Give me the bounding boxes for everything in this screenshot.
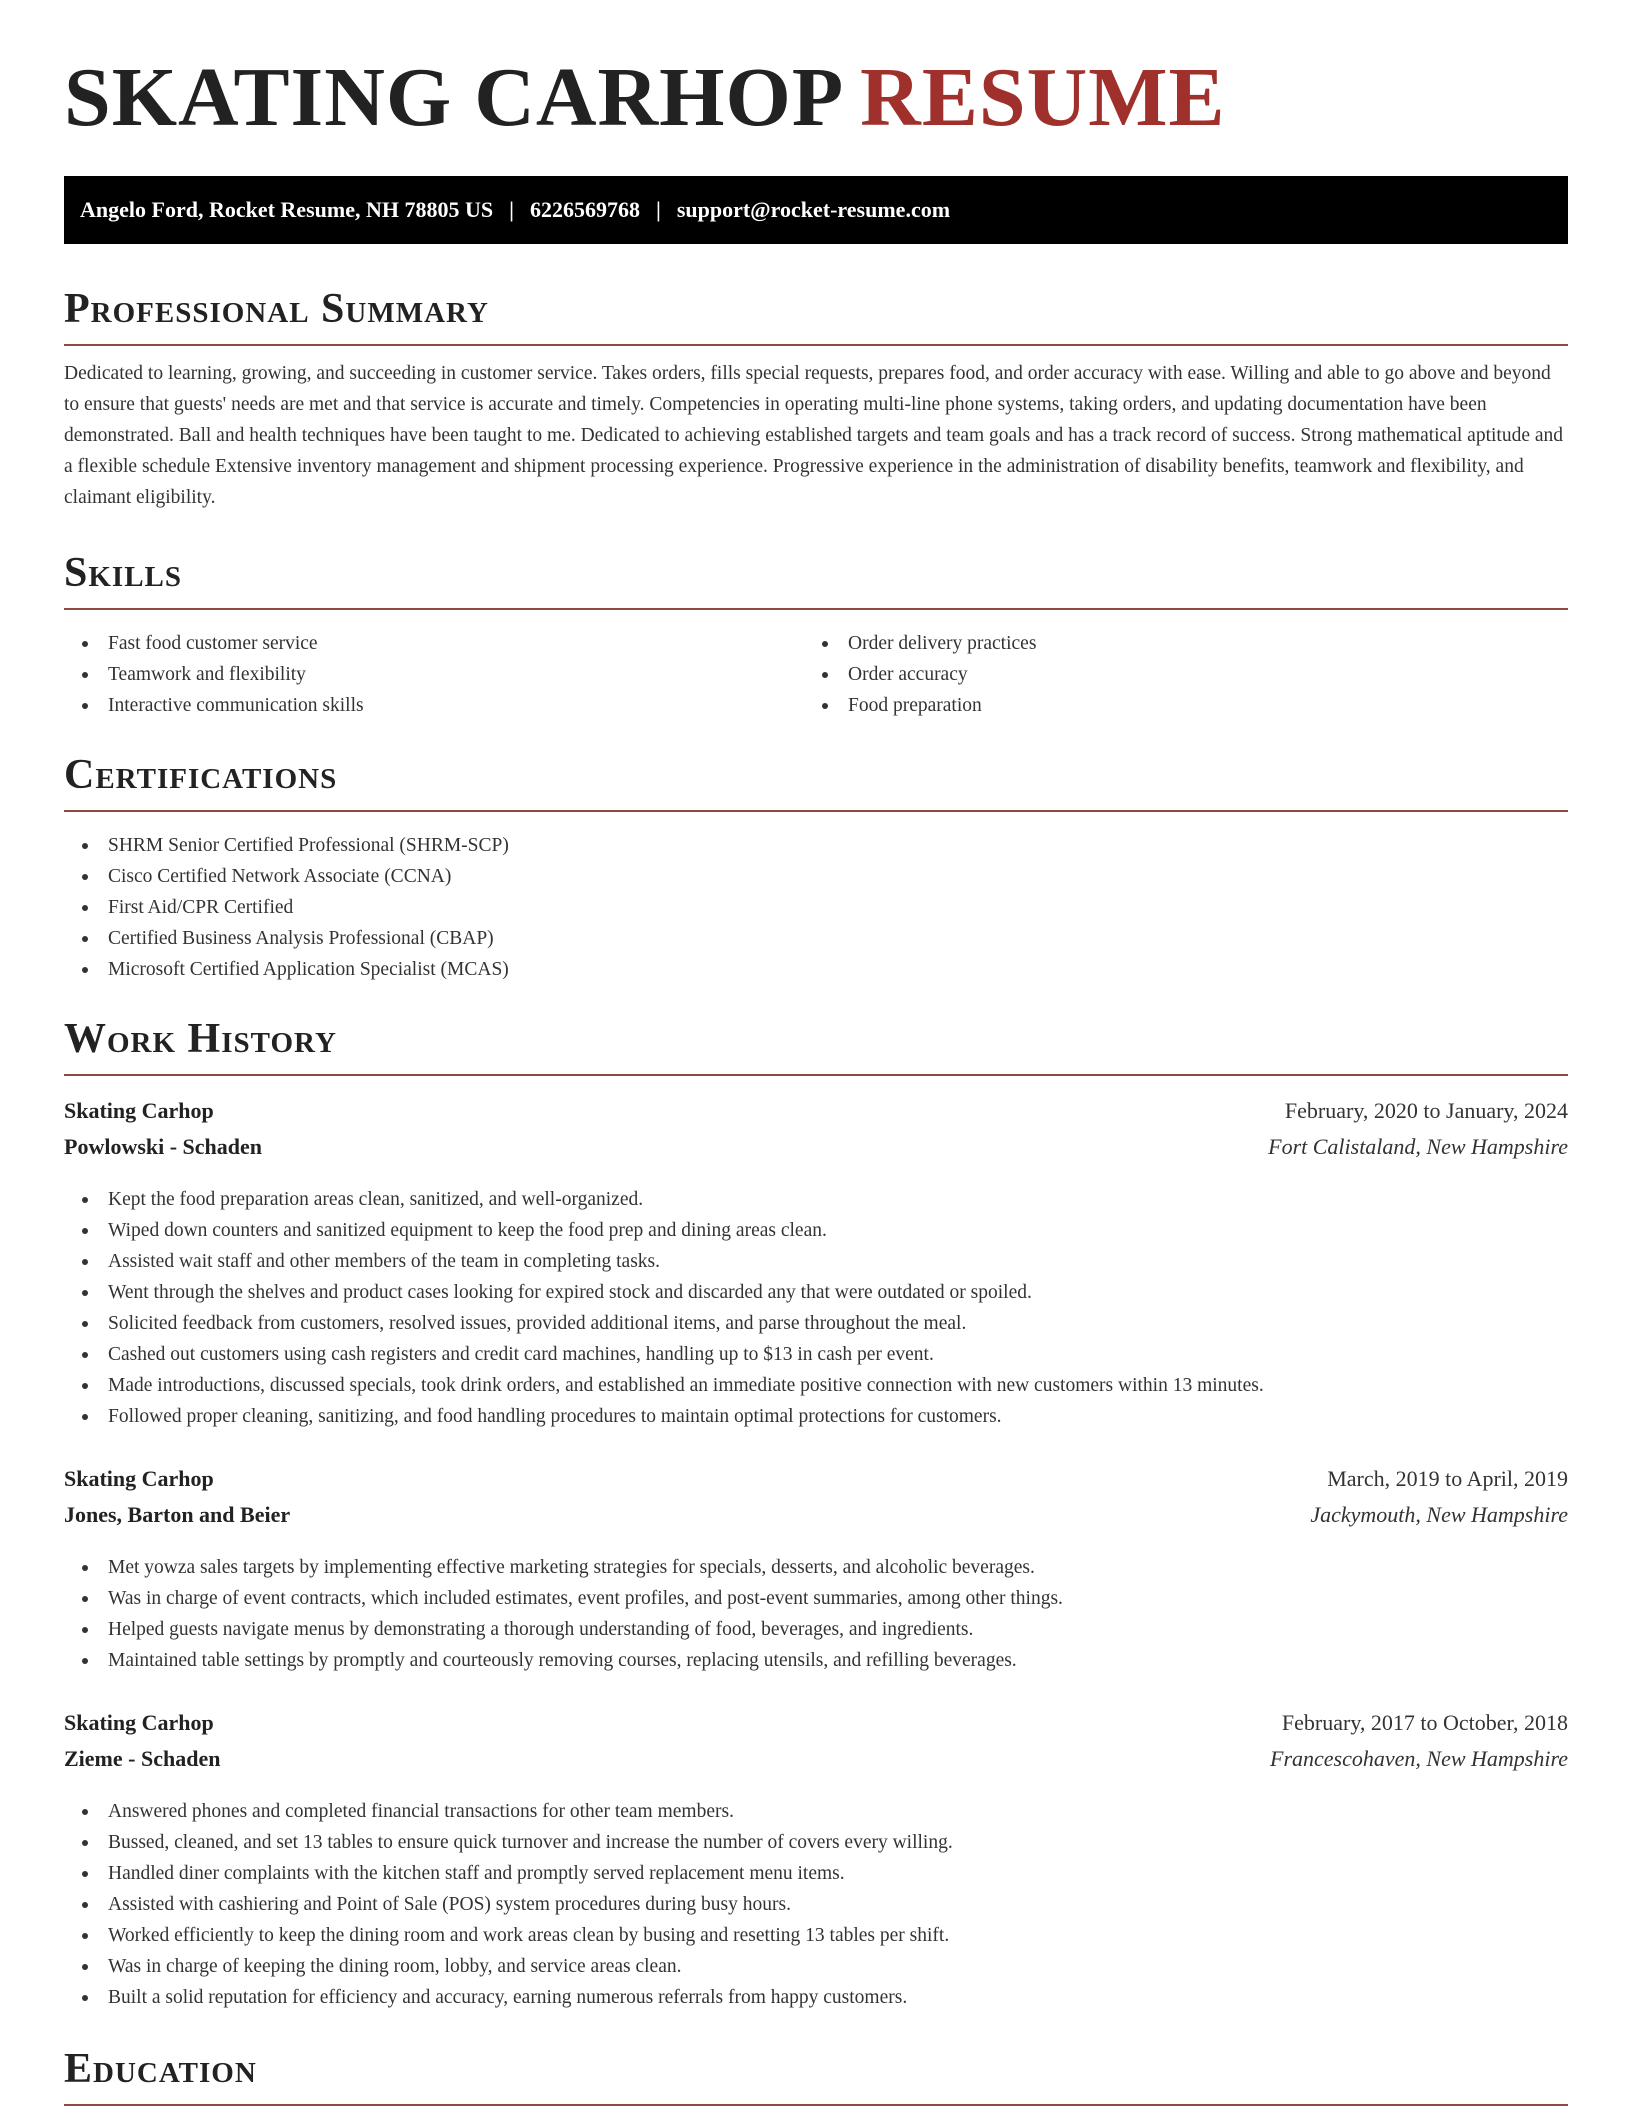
skills-grid bbox=[64, 628, 1568, 721]
job-row-secondary bbox=[64, 1134, 1568, 1170]
certifications-list bbox=[64, 830, 1568, 985]
certification-item: Microsoft Certified Application Specialist (MCAS) bbox=[64, 954, 1568, 985]
job-bullet: Was in charge of event contracts, which included estimates, event profiles, and post-event summaries, among other things. bbox=[64, 1583, 1568, 1614]
contact-separator: | bbox=[655, 197, 661, 222]
job-bullet: Answered phones and completed financial transactions for other team members. bbox=[64, 1796, 1568, 1827]
job-bullets bbox=[64, 1796, 1568, 2013]
job-dates: February, 2020 to January, 2024 bbox=[1284, 1098, 1568, 1123]
job-bullet: Made introductions, discussed specials, took drink orders, and established an immediate positive connection with new customers within 13 minutes. bbox=[64, 1370, 1568, 1401]
job-bullet: Kept the food preparation areas clean, sanitized, and well-organized. bbox=[64, 1184, 1568, 1215]
job-bullet: Went through the shelves and product cases looking for expired stock and discarded any that were outdated or spoiled. bbox=[64, 1277, 1568, 1308]
job-bullet: Assisted with cashiering and Point of Sale (POS) system procedures during busy hours. bbox=[64, 1889, 1568, 1920]
education-section bbox=[64, 2048, 1568, 2106]
job-bullet: Assisted wait staff and other members of the team in completing tasks. bbox=[64, 1246, 1568, 1277]
skill-item: Fast food customer service bbox=[64, 628, 804, 659]
job-row-secondary bbox=[64, 1502, 1568, 1538]
skills-section bbox=[64, 552, 1568, 721]
job-bullets bbox=[64, 1184, 1568, 1432]
contact-separator: | bbox=[509, 197, 514, 222]
job-bullet: Helped guests navigate menus by demonstrating a thorough understanding of food, beverages, and ingredients. bbox=[64, 1614, 1568, 1645]
job-bullet: Worked efficiently to keep the dining room and work areas clean by busing and resetting 13 tables per shift. bbox=[64, 1920, 1568, 1951]
job-entry bbox=[64, 1466, 1568, 1676]
certification-item: Cisco Certified Network Associate (CCNA) bbox=[64, 861, 1568, 892]
certification-item: SHRM Senior Certified Professional (SHRM-SCP) bbox=[64, 830, 1568, 861]
skills-list-left bbox=[64, 628, 804, 721]
skill-item: Order accuracy bbox=[804, 659, 1544, 690]
job-title: Skating Carhop bbox=[64, 1710, 214, 1735]
job-row-primary bbox=[64, 1098, 1568, 1134]
skills-list-right bbox=[804, 628, 1544, 721]
job-location: Francescohaven, New Hampshire bbox=[1270, 1746, 1568, 1771]
contact-address: Angelo Ford, Rocket Resume, NH 78805 US bbox=[80, 197, 494, 222]
job-bullet: Solicited feedback from customers, resolved issues, provided additional items, and parse throughout the meal. bbox=[64, 1308, 1568, 1339]
resume-title bbox=[64, 51, 1226, 144]
title-main: SKATING CARHOP bbox=[64, 51, 845, 144]
job-location: Jackymouth, New Hampshire bbox=[1310, 1502, 1568, 1527]
job-entry bbox=[64, 1710, 1568, 2013]
job-bullet: Met yowza sales targets by implementing effective marketing strategies for specials, desserts, and alcoholic beverages. bbox=[64, 1552, 1568, 1583]
job-title: Skating Carhop bbox=[64, 1098, 214, 1123]
skill-item: Interactive communication skills bbox=[64, 690, 804, 721]
job-bullet: Wiped down counters and sanitized equipment to keep the food prep and dining areas clean. bbox=[64, 1215, 1568, 1246]
certification-item: Certified Business Analysis Professional (CBAP) bbox=[64, 923, 1568, 954]
job-row-primary bbox=[64, 1466, 1568, 1502]
skill-item: Order delivery practices bbox=[804, 628, 1544, 659]
summary-text: Dedicated to learning, growing, and succeeding in customer service. Takes orders, fills special requests, prepares food, and order accuracy with ease. Willing and able to go above and beyond to ensure that guests' needs are met and that service is accurate and timely. Competencies in operating multi-line phone systems, taking orders, and updating documentation have been demonstrated. Ball and health techniques have been taught to me. Dedicated to achieving established targets and team goals and has a track record of success. Strong mathematical aptitude and a flexible schedule Extensive inventory management and shipment processing experience. Progressive experience in the administration of disability benefits, teamwork and flexibility, and claimant eligibility. bbox=[64, 363, 1564, 508]
skill-item: Food preparation bbox=[804, 690, 1544, 721]
job-bullets bbox=[64, 1552, 1568, 1676]
job-row-secondary bbox=[64, 1746, 1568, 1782]
skills-heading: Skills bbox=[64, 552, 1568, 610]
summary-heading: Professional Summary bbox=[64, 288, 1568, 346]
job-dates: March, 2019 to April, 2019 bbox=[1327, 1466, 1568, 1491]
work-heading: Work History bbox=[64, 1018, 1568, 1076]
job-bullet: Handled diner complaints with the kitchen staff and promptly served replacement menu items. bbox=[64, 1858, 1568, 1889]
summary-section bbox=[64, 288, 1568, 513]
certification-item: First Aid/CPR Certified bbox=[64, 892, 1568, 923]
job-dates: February, 2017 to October, 2018 bbox=[1281, 1710, 1568, 1735]
job-entry bbox=[64, 1098, 1568, 1432]
contact-email[interactable]: support@rocket-resume.com bbox=[676, 197, 951, 222]
work-section bbox=[64, 1018, 1568, 1076]
job-company: Powlowski - Schaden bbox=[64, 1134, 263, 1159]
job-bullet: Built a solid reputation for efficiency and accuracy, earning numerous referrals from happy customers. bbox=[64, 1982, 1568, 2013]
job-bullet: Was in charge of keeping the dining room, lobby, and service areas clean. bbox=[64, 1951, 1568, 1982]
certifications-heading: Certifications bbox=[64, 754, 1568, 812]
skill-item: Teamwork and flexibility bbox=[64, 659, 804, 690]
job-row-primary bbox=[64, 1710, 1568, 1746]
title-accent: RESUME bbox=[860, 51, 1226, 144]
job-bullet: Maintained table settings by promptly and courteously removing courses, replacing utensils, and refilling beverages. bbox=[64, 1645, 1568, 1676]
job-company: Jones, Barton and Beier bbox=[64, 1502, 291, 1527]
education-heading: Education bbox=[64, 2048, 1568, 2106]
job-company: Zieme - Schaden bbox=[64, 1746, 221, 1771]
contact-phone: 6226569768 bbox=[529, 197, 640, 222]
job-bullet: Bussed, cleaned, and set 13 tables to ensure quick turnover and increase the number of covers every willing. bbox=[64, 1827, 1568, 1858]
job-bullet: Cashed out customers using cash registers and credit card machines, handling up to $13 in cash per event. bbox=[64, 1339, 1568, 1370]
contact-bar bbox=[64, 176, 1568, 244]
job-location: Fort Calistaland, New Hampshire bbox=[1268, 1134, 1568, 1159]
job-title: Skating Carhop bbox=[64, 1466, 214, 1491]
job-bullet: Followed proper cleaning, sanitizing, and food handling procedures to maintain optimal protections for customers. bbox=[64, 1401, 1568, 1432]
certifications-section bbox=[64, 754, 1568, 985]
